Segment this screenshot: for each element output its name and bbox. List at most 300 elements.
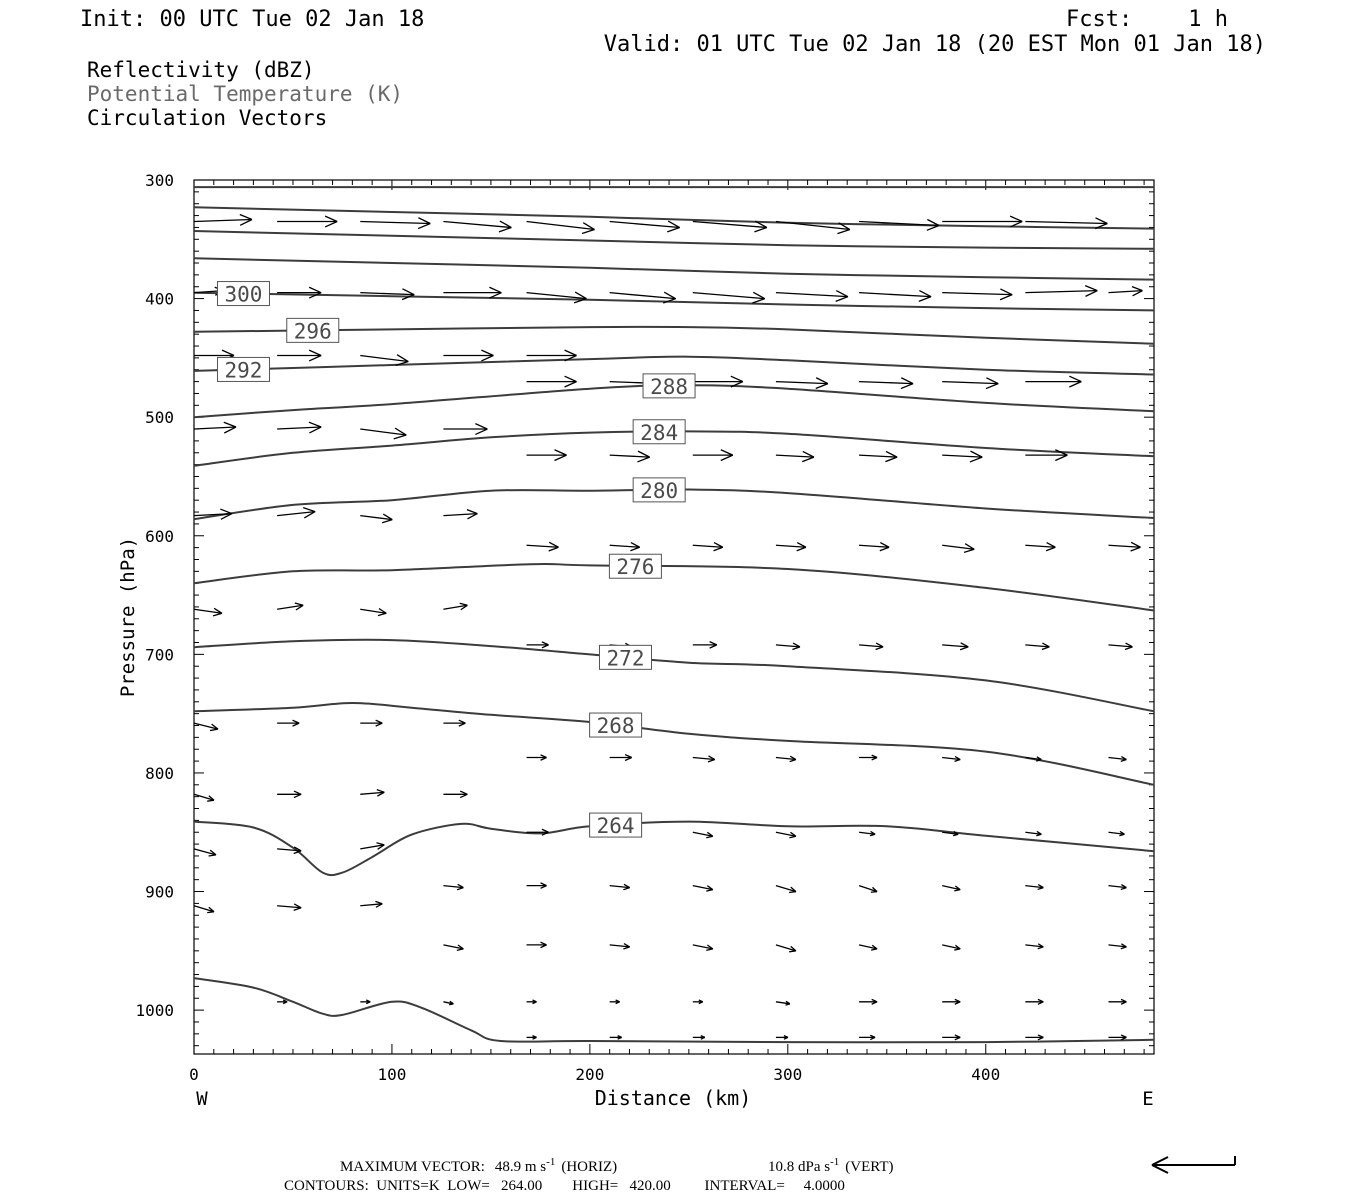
circulation-vector bbox=[776, 543, 806, 551]
vert-exponent: -1 bbox=[830, 1156, 840, 1168]
contour-label-268 bbox=[590, 713, 642, 738]
circulation-vector bbox=[277, 847, 301, 853]
circulation-vector bbox=[277, 287, 321, 298]
circulation-vector bbox=[527, 883, 547, 888]
init-time: Init: 00 UTC Tue 02 Jan 18 bbox=[80, 7, 425, 32]
vector-head bbox=[919, 297, 931, 302]
horiz-value: 48.9 m s bbox=[494, 1159, 547, 1175]
x-axis-tick-labels bbox=[189, 1065, 1000, 1084]
svg-text:MAXIMUM VECTOR:48.9 m s-1(HORI bbox=[340, 1156, 617, 1175]
circulation-vector bbox=[610, 1000, 620, 1004]
vector-head bbox=[207, 800, 214, 801]
circulation-vector bbox=[527, 1000, 537, 1004]
vector-head bbox=[1131, 547, 1141, 551]
x-axis-label: Distance (km) bbox=[594, 1086, 752, 1110]
circulation-vector bbox=[610, 543, 640, 551]
vector-head bbox=[555, 450, 567, 455]
vector-head bbox=[954, 890, 960, 891]
circulation-vector bbox=[527, 755, 547, 760]
circulation-vector bbox=[1025, 1035, 1043, 1040]
contour-label-text: 288 bbox=[650, 374, 689, 399]
circulation-vector bbox=[776, 756, 796, 761]
vector-head bbox=[954, 949, 960, 950]
vector-shaft bbox=[776, 455, 814, 457]
vector-head bbox=[880, 547, 889, 550]
circulation-vector bbox=[610, 451, 650, 462]
circulation-vector bbox=[693, 756, 715, 762]
contour-label-288 bbox=[643, 374, 695, 399]
vector-head bbox=[475, 429, 487, 434]
circulation-vector bbox=[443, 1001, 453, 1005]
y-tick-label: 800 bbox=[145, 763, 174, 783]
vector-head bbox=[836, 297, 848, 302]
vector-head bbox=[565, 376, 577, 381]
vector-head bbox=[1055, 455, 1067, 460]
circulation-vector bbox=[610, 221, 680, 232]
vector-shaft bbox=[360, 222, 430, 224]
vector-head bbox=[789, 892, 796, 893]
circulation-vector bbox=[277, 1000, 287, 1004]
circulation-vector bbox=[610, 884, 630, 889]
circulation-vector bbox=[776, 451, 814, 461]
contour-label-text: 276 bbox=[616, 555, 655, 580]
circulation-vector bbox=[1025, 999, 1043, 1004]
vector-head bbox=[325, 216, 337, 221]
vector-head bbox=[960, 647, 968, 650]
vector-shaft bbox=[859, 455, 897, 457]
circulation-vector bbox=[277, 350, 321, 361]
vert-tag: (VERT) bbox=[845, 1159, 894, 1175]
vector-head bbox=[481, 356, 493, 361]
circulation-vector bbox=[194, 794, 214, 801]
contour-label-text: 268 bbox=[596, 714, 635, 739]
vector-head bbox=[565, 350, 577, 355]
circulation-vector bbox=[443, 720, 465, 726]
circulation-vector bbox=[693, 642, 717, 648]
vector-head bbox=[1125, 647, 1132, 650]
circulation-vector bbox=[693, 450, 733, 461]
vector-head bbox=[1042, 647, 1049, 650]
circulation-vector bbox=[360, 355, 408, 366]
y-tick-label: 400 bbox=[145, 289, 174, 309]
contour-label-296 bbox=[287, 318, 339, 343]
svg-text:10.8 dPa s-1(VERT) bbox=[768, 1156, 894, 1175]
circulation-vector bbox=[776, 1001, 790, 1005]
max-vector-label: MAXIMUM VECTOR: bbox=[340, 1159, 485, 1175]
circulation-vector bbox=[776, 378, 828, 389]
y-tick-label: 1000 bbox=[135, 1001, 174, 1021]
circulation-vector bbox=[1108, 944, 1126, 949]
circulation-vector bbox=[194, 422, 236, 433]
circulation-vector bbox=[776, 832, 796, 838]
contour-label-text: 264 bbox=[596, 814, 635, 839]
vector-head bbox=[565, 382, 577, 387]
circulation-vector bbox=[360, 843, 384, 849]
circulation-vector bbox=[942, 289, 1012, 300]
vector-head bbox=[721, 450, 733, 455]
circulation-vector bbox=[527, 1036, 537, 1040]
circulation-vector bbox=[1108, 542, 1140, 551]
vector-shaft bbox=[1108, 545, 1140, 547]
vector-head bbox=[222, 350, 234, 355]
legend-potential-temperature: Potential Temperature (K) bbox=[87, 82, 404, 106]
x-tick-label: 300 bbox=[773, 1065, 803, 1084]
vector-head bbox=[220, 509, 232, 514]
circulation-vector bbox=[360, 289, 414, 300]
valid-time: Valid: 01 UTC Tue 02 Jan 18 (20 EST Mon 01 Jan 18) bbox=[603, 32, 1266, 57]
contour-label-text: 296 bbox=[293, 319, 332, 344]
circulation-vector bbox=[1108, 756, 1126, 761]
circulation-vector bbox=[610, 1036, 622, 1040]
circulation-vector bbox=[1025, 944, 1043, 949]
vector-head bbox=[582, 230, 595, 234]
vector-shaft bbox=[1025, 222, 1107, 224]
circulation-vector bbox=[1025, 286, 1097, 297]
vector-head bbox=[1069, 382, 1081, 387]
vector-head bbox=[1121, 760, 1127, 762]
circulation-vector bbox=[693, 221, 767, 232]
circulation-vector bbox=[859, 378, 913, 389]
vector-head bbox=[309, 350, 321, 355]
circulation-vector bbox=[1108, 885, 1126, 890]
circulation-vector bbox=[859, 1035, 875, 1039]
vector-head bbox=[731, 376, 743, 381]
vector-head bbox=[394, 435, 407, 439]
circulation-vector bbox=[776, 1036, 788, 1040]
circulation-vector bbox=[527, 222, 595, 234]
contour-label-text: 272 bbox=[606, 646, 645, 671]
vector-shaft bbox=[194, 427, 236, 429]
vector-head bbox=[706, 949, 713, 951]
circulation-vector bbox=[194, 215, 252, 226]
vector-head bbox=[708, 760, 715, 762]
circulation-vector bbox=[859, 945, 877, 950]
isentrope-line bbox=[194, 703, 1154, 785]
vector-head bbox=[475, 424, 487, 429]
vector-head bbox=[207, 912, 214, 913]
vector-head bbox=[309, 287, 321, 292]
circulation-vector bbox=[942, 643, 968, 650]
circulation-vector bbox=[610, 755, 632, 761]
circulation-vector bbox=[277, 603, 303, 610]
vector-head bbox=[378, 613, 386, 615]
vector-head bbox=[721, 455, 733, 460]
circulation-vector bbox=[360, 428, 406, 439]
circulation-vector bbox=[527, 292, 587, 303]
circulation-vector bbox=[693, 543, 723, 551]
isentrope-line bbox=[194, 258, 1154, 279]
circulation-vector bbox=[693, 292, 765, 303]
vector-head bbox=[1121, 888, 1127, 890]
circulation-vector bbox=[942, 756, 960, 761]
circulation-vector bbox=[277, 508, 315, 518]
vector-shaft bbox=[443, 514, 477, 516]
circulation-vector bbox=[859, 543, 889, 551]
y-tick-label: 900 bbox=[145, 882, 174, 902]
circulation-vector bbox=[277, 791, 301, 797]
vector-head bbox=[1038, 888, 1044, 890]
contour-label-292 bbox=[217, 357, 269, 382]
vector-head bbox=[549, 547, 559, 551]
legend-reflectivity: Reflectivity (dBZ) bbox=[87, 58, 315, 82]
vector-shaft bbox=[776, 382, 828, 384]
vector-head bbox=[555, 455, 567, 460]
circulation-vector bbox=[859, 999, 877, 1004]
vector-head bbox=[970, 457, 982, 462]
y-tick-label: 300 bbox=[145, 171, 174, 190]
circulation-vector bbox=[859, 755, 877, 760]
circulation-vector bbox=[859, 643, 883, 649]
circulation-vector bbox=[527, 376, 577, 387]
vector-head bbox=[418, 224, 430, 229]
vector-shaft bbox=[942, 382, 998, 384]
vector-shaft bbox=[277, 427, 321, 429]
circulation-vector bbox=[360, 514, 392, 523]
vector-head bbox=[706, 890, 713, 892]
circulation-vector bbox=[277, 216, 337, 227]
circulation-vector bbox=[942, 451, 982, 462]
vector-head bbox=[295, 603, 303, 605]
y-tick-label: 500 bbox=[145, 408, 174, 428]
circulation-vector bbox=[194, 906, 214, 913]
circulation-vector bbox=[1025, 643, 1049, 649]
vector-head bbox=[792, 647, 799, 650]
minor-ticks bbox=[194, 180, 1154, 1054]
isentrope-line bbox=[194, 822, 1154, 876]
vector-head bbox=[1069, 376, 1081, 381]
isentrope-line bbox=[194, 564, 1154, 611]
vector-head bbox=[706, 836, 713, 838]
vector-head bbox=[885, 457, 897, 462]
vector-head bbox=[714, 547, 723, 550]
circulation-vector bbox=[527, 450, 567, 461]
vector-head bbox=[816, 384, 828, 389]
vector-head bbox=[986, 384, 998, 389]
circulation-vector bbox=[360, 609, 386, 616]
contour-label-text: 284 bbox=[640, 420, 679, 445]
circulation-vector bbox=[360, 720, 382, 726]
circulation-vector bbox=[776, 886, 796, 893]
contour-label-264 bbox=[590, 813, 642, 838]
vector-head bbox=[481, 350, 493, 355]
circulation-vector bbox=[942, 945, 960, 950]
vector-head bbox=[377, 843, 385, 845]
maximum-vector-info bbox=[340, 1156, 894, 1175]
vector-head bbox=[797, 547, 806, 550]
circulation-vector bbox=[443, 791, 467, 797]
circulation-vector bbox=[1108, 999, 1126, 1004]
vector-head bbox=[964, 549, 974, 552]
vector-shaft bbox=[859, 293, 931, 297]
vector-head bbox=[752, 299, 764, 303]
circulation-vector bbox=[360, 1000, 370, 1004]
circulation-vector bbox=[776, 643, 800, 649]
vector-head bbox=[1010, 216, 1022, 221]
circulation-vector bbox=[360, 790, 384, 796]
circulation-vector bbox=[1108, 643, 1132, 649]
contour-labels bbox=[217, 282, 695, 839]
x-tick-label: 200 bbox=[575, 1065, 605, 1084]
isentrope-line bbox=[194, 978, 1154, 1042]
y-axis-tick-labels bbox=[135, 171, 174, 1020]
vector-head bbox=[1046, 547, 1055, 550]
vector-head bbox=[789, 836, 796, 838]
vector-shaft bbox=[360, 429, 406, 435]
circulation-vector bbox=[693, 945, 713, 951]
vector-head bbox=[901, 384, 913, 389]
contour-label-text: 280 bbox=[640, 478, 679, 503]
circulation-vector bbox=[1025, 831, 1041, 835]
vector-head bbox=[457, 949, 464, 951]
circulation-vector bbox=[527, 542, 559, 551]
circulation-vector bbox=[360, 901, 382, 907]
x-tick-label: 0 bbox=[189, 1065, 199, 1084]
vector-head bbox=[309, 356, 321, 361]
circulation-vector bbox=[443, 945, 463, 951]
vector-head bbox=[303, 508, 315, 512]
vector-head bbox=[325, 222, 337, 227]
vector-head bbox=[467, 510, 477, 514]
circulation-vector bbox=[693, 1000, 703, 1004]
isentrope-line bbox=[194, 640, 1154, 712]
circulation-vector bbox=[859, 886, 877, 893]
contour-label-272 bbox=[600, 645, 652, 670]
x-tick-label: 100 bbox=[377, 1065, 407, 1084]
vector-head bbox=[213, 613, 222, 616]
circulation-vector bbox=[1025, 885, 1043, 890]
circulation-vector bbox=[443, 424, 487, 435]
vector-head bbox=[224, 422, 236, 427]
circulation-vector bbox=[1108, 287, 1142, 296]
vector-head bbox=[871, 892, 877, 893]
vector-head bbox=[489, 287, 501, 292]
vert-value: 10.8 dPa s bbox=[768, 1159, 831, 1175]
circulation-vector bbox=[1108, 831, 1124, 835]
vector-head bbox=[209, 855, 216, 856]
isentrope-line bbox=[194, 357, 1154, 375]
y-axis-label: Pressure (hPa) bbox=[117, 536, 139, 698]
circulation-vector bbox=[942, 886, 960, 891]
vector-head bbox=[460, 603, 468, 605]
vector-head bbox=[955, 760, 961, 762]
vector-shaft bbox=[610, 455, 650, 457]
vector-shaft bbox=[194, 220, 252, 222]
circulation-vector bbox=[1025, 376, 1081, 387]
legend-circulation-vectors: Circulation Vectors bbox=[87, 106, 328, 130]
vector-head bbox=[1132, 287, 1142, 291]
plot-frame bbox=[194, 180, 1154, 1054]
circulation-vector bbox=[277, 720, 299, 726]
circulation-vector bbox=[776, 945, 796, 952]
vector-head bbox=[382, 520, 392, 523]
isentrope-contours bbox=[194, 187, 1154, 1042]
circulation-vector bbox=[693, 886, 713, 892]
circulation-vector bbox=[610, 944, 630, 949]
circulation-vector bbox=[776, 291, 848, 302]
circulation-vector bbox=[942, 544, 974, 553]
y-tick-label: 600 bbox=[145, 526, 174, 546]
vector-shaft bbox=[776, 293, 848, 297]
vector-shaft bbox=[360, 293, 414, 295]
horiz-exponent: -1 bbox=[546, 1156, 556, 1168]
vector-head bbox=[667, 228, 679, 232]
vector-head bbox=[754, 228, 766, 232]
vector-shaft bbox=[610, 222, 680, 228]
circulation-vector bbox=[527, 642, 549, 648]
vector-head bbox=[1121, 947, 1127, 949]
contour-label-300 bbox=[217, 282, 269, 307]
vector-head bbox=[1085, 286, 1097, 291]
vector-shaft bbox=[859, 382, 913, 384]
vector-head bbox=[876, 647, 883, 650]
vector-shaft bbox=[1108, 291, 1142, 293]
vector-head bbox=[210, 729, 218, 730]
circulation-vector bbox=[1025, 543, 1055, 551]
contour-label-text: 300 bbox=[224, 282, 263, 307]
circulation-vector bbox=[527, 942, 547, 947]
circulation-vector bbox=[942, 378, 998, 389]
vector-head bbox=[1000, 295, 1012, 300]
vector-head bbox=[837, 230, 850, 234]
contours-info: CONTOURS: UNITS=K LOW= 264.00 HIGH= 420.00 INTERVAL= 4.0000 bbox=[284, 1178, 845, 1194]
vector-shaft bbox=[942, 455, 982, 457]
fcst-label: Fcst: bbox=[1066, 7, 1133, 32]
y-tick-label: 700 bbox=[145, 645, 174, 665]
circulation-vector bbox=[942, 1035, 960, 1040]
west-label: W bbox=[196, 1088, 208, 1110]
circulation-vector bbox=[360, 218, 430, 229]
contour-label-280 bbox=[633, 478, 685, 503]
vector-head bbox=[630, 547, 639, 550]
vector-head bbox=[871, 949, 877, 950]
vector-head bbox=[1038, 947, 1044, 949]
circulation-vector bbox=[859, 831, 875, 835]
circulation-vector bbox=[1108, 1035, 1126, 1040]
fcst-value: 1 h bbox=[1188, 7, 1228, 32]
circulation-vector bbox=[859, 451, 897, 461]
horiz-tag: (HORIZ) bbox=[561, 1159, 618, 1175]
circulation-vector bbox=[194, 723, 218, 730]
contour-label-text: 292 bbox=[224, 358, 263, 383]
circulation-vector bbox=[194, 608, 222, 616]
vector-head bbox=[637, 457, 649, 462]
circulation-vector bbox=[443, 350, 493, 361]
vector-shaft bbox=[693, 293, 765, 299]
vector-head bbox=[789, 951, 796, 952]
east-label: E bbox=[1142, 1088, 1154, 1110]
vector-shaft bbox=[942, 293, 1012, 295]
x-tick-label: 400 bbox=[971, 1065, 1001, 1084]
circulation-vector bbox=[693, 1036, 705, 1040]
circulation-vector bbox=[443, 510, 477, 519]
vector-head bbox=[309, 422, 321, 427]
vector-shaft bbox=[1025, 291, 1097, 293]
vector-shaft bbox=[527, 545, 559, 547]
circulation-vector bbox=[443, 221, 511, 232]
vector-head bbox=[377, 790, 384, 793]
vector-head bbox=[802, 457, 814, 462]
isentrope-line bbox=[194, 207, 1154, 228]
circulation-vector bbox=[859, 291, 931, 302]
circulation-vector bbox=[443, 603, 467, 609]
circulation-vector bbox=[194, 849, 216, 856]
vector-head bbox=[499, 228, 511, 232]
vector-head bbox=[294, 908, 301, 911]
circulation-vector bbox=[277, 904, 301, 910]
contour-label-284 bbox=[633, 420, 685, 445]
reference-vector-arrow bbox=[1152, 1156, 1235, 1173]
vector-head bbox=[375, 901, 382, 903]
